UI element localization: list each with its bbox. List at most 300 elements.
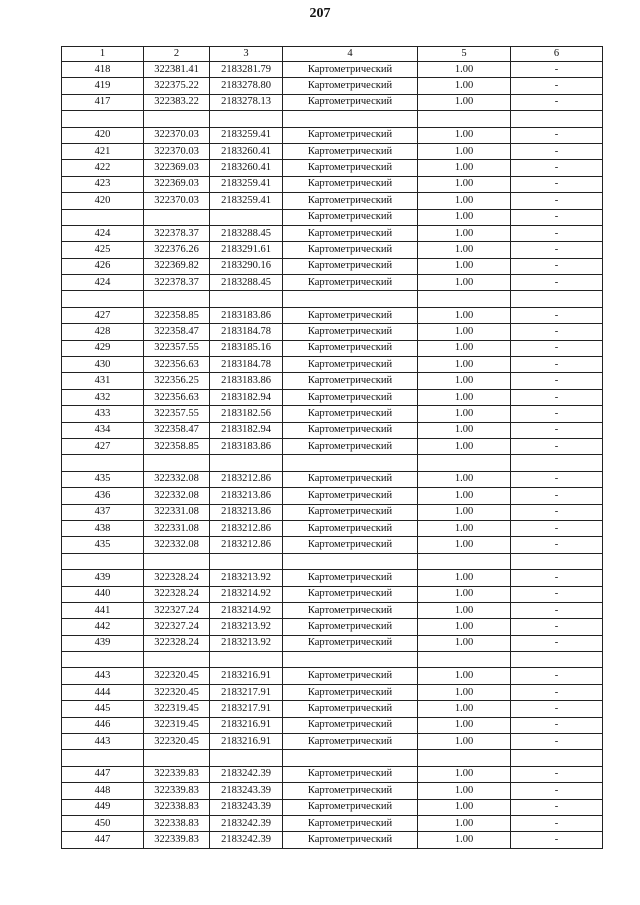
accuracy-cell: 1.00 [418,471,511,487]
y-coordinate-cell: 2183183.86 [210,438,283,454]
y-coordinate-cell: 2183259.41 [210,176,283,192]
table-row [62,537,603,553]
description-cell: - [511,520,603,536]
description-cell: - [511,471,603,487]
coordinates-table [61,46,603,849]
description-cell: - [511,635,603,651]
point-number-cell: 425 [62,242,144,258]
x-coordinate-cell: 322320.45 [144,734,210,750]
coordinates-table-body [62,47,603,849]
table-row [62,586,603,602]
method-cell: Картометрический [283,766,418,782]
x-coordinate-cell: 322370.03 [144,193,210,209]
y-coordinate-cell [210,652,283,668]
point-number-cell: 435 [62,471,144,487]
table-row [62,357,603,373]
accuracy-cell: 1.00 [418,783,511,799]
method-cell [283,652,418,668]
method-cell: Картометрический [283,701,418,717]
table-row [62,570,603,586]
point-number-cell: 418 [62,62,144,78]
accuracy-cell: 1.00 [418,307,511,323]
accuracy-cell: 1.00 [418,799,511,815]
x-coordinate-cell: 322369.03 [144,160,210,176]
description-cell: - [511,438,603,454]
method-cell: Картометрический [283,717,418,733]
accuracy-cell: 1.00 [418,324,511,340]
method-cell: Картометрический [283,570,418,586]
y-coordinate-cell: 2183213.92 [210,570,283,586]
y-coordinate-cell [210,111,283,127]
description-cell: - [511,504,603,520]
point-number-cell [62,209,144,225]
y-coordinate-cell: 2183243.39 [210,799,283,815]
method-cell [283,111,418,127]
description-cell: - [511,225,603,241]
table-row [62,406,603,422]
method-cell: Картометрический [283,340,418,356]
description-cell [511,111,603,127]
description-cell: - [511,570,603,586]
accuracy-cell: 1.00 [418,422,511,438]
x-coordinate-cell: 322331.08 [144,520,210,536]
table-row [62,111,603,127]
x-coordinate-cell: 322332.08 [144,537,210,553]
x-coordinate-cell: 322358.47 [144,422,210,438]
accuracy-cell: 1.00 [418,619,511,635]
method-cell [283,750,418,766]
y-coordinate-cell: 2183216.91 [210,668,283,684]
accuracy-cell: 1.00 [418,504,511,520]
header-cell: 6 [511,47,603,62]
description-cell: - [511,799,603,815]
y-coordinate-cell: 2183216.91 [210,734,283,750]
accuracy-cell [418,111,511,127]
x-coordinate-cell: 322332.08 [144,488,210,504]
description-cell: - [511,160,603,176]
y-coordinate-cell: 2183182.94 [210,422,283,438]
accuracy-cell: 1.00 [418,242,511,258]
point-number-cell: 446 [62,717,144,733]
accuracy-cell: 1.00 [418,488,511,504]
point-number-cell: 424 [62,275,144,291]
point-number-cell: 439 [62,635,144,651]
x-coordinate-cell: 322358.47 [144,324,210,340]
method-cell: Картометрический [283,160,418,176]
description-cell: - [511,258,603,274]
x-coordinate-cell: 322357.55 [144,340,210,356]
method-cell: Картометрический [283,242,418,258]
description-cell [511,455,603,471]
description-cell: - [511,193,603,209]
description-cell: - [511,602,603,618]
x-coordinate-cell [144,291,210,307]
y-coordinate-cell: 2183184.78 [210,324,283,340]
point-number-cell: 423 [62,176,144,192]
table-row [62,488,603,504]
y-coordinate-cell: 2183217.91 [210,684,283,700]
table-row [62,209,603,225]
accuracy-cell: 1.00 [418,701,511,717]
table-row [62,766,603,782]
y-coordinate-cell: 2183216.91 [210,717,283,733]
table-row [62,127,603,143]
x-coordinate-cell: 322358.85 [144,307,210,323]
method-cell: Картометрический [283,143,418,159]
y-coordinate-cell: 2183182.94 [210,389,283,405]
y-coordinate-cell: 2183242.39 [210,815,283,831]
table-row [62,422,603,438]
table-row [62,750,603,766]
x-coordinate-cell: 322370.03 [144,127,210,143]
y-coordinate-cell: 2183185.16 [210,340,283,356]
table-row [62,225,603,241]
method-cell: Картометрический [283,619,418,635]
table-row [62,242,603,258]
y-coordinate-cell: 2183278.80 [210,78,283,94]
method-cell: Картометрический [283,225,418,241]
x-coordinate-cell: 322370.03 [144,143,210,159]
table-row [62,258,603,274]
x-coordinate-cell: 322381.41 [144,62,210,78]
accuracy-cell: 1.00 [418,340,511,356]
description-cell: - [511,783,603,799]
point-number-cell: 431 [62,373,144,389]
accuracy-cell: 1.00 [418,684,511,700]
point-number-cell: 439 [62,570,144,586]
y-coordinate-cell: 2183259.41 [210,127,283,143]
table-row [62,160,603,176]
description-cell: - [511,537,603,553]
accuracy-cell: 1.00 [418,275,511,291]
description-cell: - [511,307,603,323]
x-coordinate-cell: 322339.83 [144,832,210,848]
accuracy-cell: 1.00 [418,143,511,159]
table-row [62,783,603,799]
x-coordinate-cell [144,750,210,766]
method-cell: Картометрический [283,62,418,78]
description-cell: - [511,62,603,78]
description-cell: - [511,619,603,635]
y-coordinate-cell: 2183184.78 [210,357,283,373]
accuracy-cell [418,553,511,569]
method-cell: Картометрический [283,357,418,373]
point-number-cell: 420 [62,193,144,209]
method-cell: Картометрический [283,258,418,274]
method-cell [283,553,418,569]
table-row [62,94,603,110]
point-number-cell: 443 [62,668,144,684]
x-coordinate-cell: 322339.83 [144,766,210,782]
accuracy-cell: 1.00 [418,225,511,241]
method-cell: Картометрический [283,684,418,700]
y-coordinate-cell: 2183183.86 [210,373,283,389]
x-coordinate-cell: 322331.08 [144,504,210,520]
accuracy-cell: 1.00 [418,160,511,176]
x-coordinate-cell: 322328.24 [144,635,210,651]
y-coordinate-cell: 2183217.91 [210,701,283,717]
accuracy-cell: 1.00 [418,406,511,422]
x-coordinate-cell: 322328.24 [144,570,210,586]
point-number-cell: 424 [62,225,144,241]
point-number-cell [62,455,144,471]
y-coordinate-cell: 2183242.39 [210,766,283,782]
y-coordinate-cell: 2183182.56 [210,406,283,422]
description-cell: - [511,340,603,356]
x-coordinate-cell: 322358.85 [144,438,210,454]
x-coordinate-cell: 322369.82 [144,258,210,274]
description-cell: - [511,766,603,782]
point-number-cell: 447 [62,832,144,848]
description-cell: - [511,357,603,373]
point-number-cell: 421 [62,143,144,159]
method-cell: Картометрический [283,422,418,438]
method-cell: Картометрический [283,307,418,323]
accuracy-cell: 1.00 [418,635,511,651]
y-coordinate-cell [210,553,283,569]
y-coordinate-cell: 2183214.92 [210,586,283,602]
accuracy-cell: 1.00 [418,94,511,110]
point-number-cell: 436 [62,488,144,504]
y-coordinate-cell: 2183243.39 [210,783,283,799]
method-cell: Картометрический [283,324,418,340]
table-row [62,373,603,389]
table-header-row [62,47,603,62]
accuracy-cell: 1.00 [418,815,511,831]
method-cell: Картометрический [283,832,418,848]
table-row [62,193,603,209]
table-row [62,701,603,717]
accuracy-cell: 1.00 [418,193,511,209]
table-row [62,275,603,291]
point-number-cell: 447 [62,766,144,782]
point-number-cell: 419 [62,78,144,94]
method-cell: Картометрический [283,94,418,110]
point-number-cell: 417 [62,94,144,110]
point-number-cell: 450 [62,815,144,831]
accuracy-cell: 1.00 [418,668,511,684]
header-cell: 4 [283,47,418,62]
y-coordinate-cell: 2183288.45 [210,225,283,241]
point-number-cell [62,553,144,569]
point-number-cell: 449 [62,799,144,815]
method-cell: Картометрический [283,127,418,143]
x-coordinate-cell: 322357.55 [144,406,210,422]
y-coordinate-cell: 2183291.61 [210,242,283,258]
description-cell: - [511,143,603,159]
y-coordinate-cell [210,291,283,307]
table-row [62,684,603,700]
y-coordinate-cell: 2183260.41 [210,143,283,159]
accuracy-cell: 1.00 [418,766,511,782]
x-coordinate-cell: 322369.03 [144,176,210,192]
y-coordinate-cell: 2183183.86 [210,307,283,323]
method-cell: Картометрический [283,799,418,815]
description-cell: - [511,832,603,848]
accuracy-cell: 1.00 [418,520,511,536]
point-number-cell: 440 [62,586,144,602]
point-number-cell [62,111,144,127]
description-cell: - [511,734,603,750]
x-coordinate-cell: 322356.25 [144,373,210,389]
table-row [62,815,603,831]
page-number: 207 [309,6,331,21]
table-row [62,553,603,569]
method-cell: Картометрический [283,176,418,192]
description-cell: - [511,684,603,700]
accuracy-cell: 1.00 [418,389,511,405]
y-coordinate-cell: 2183281.79 [210,62,283,78]
point-number-cell: 427 [62,307,144,323]
point-number-cell [62,652,144,668]
y-coordinate-cell: 2183214.92 [210,602,283,618]
point-number-cell: 422 [62,160,144,176]
y-coordinate-cell: 2183213.86 [210,488,283,504]
method-cell: Картометрический [283,275,418,291]
accuracy-cell: 1.00 [418,62,511,78]
header-cell: 5 [418,47,511,62]
header-cell: 2 [144,47,210,62]
accuracy-cell: 1.00 [418,734,511,750]
y-coordinate-cell: 2183213.92 [210,635,283,651]
x-coordinate-cell [144,455,210,471]
header-cell: 3 [210,47,283,62]
table-row [62,734,603,750]
description-cell: - [511,324,603,340]
y-coordinate-cell: 2183212.86 [210,520,283,536]
accuracy-cell: 1.00 [418,78,511,94]
accuracy-cell: 1.00 [418,537,511,553]
table-row [62,455,603,471]
table-row [62,340,603,356]
method-cell [283,291,418,307]
x-coordinate-cell: 322338.83 [144,799,210,815]
y-coordinate-cell [210,750,283,766]
table-row [62,619,603,635]
point-number-cell: 429 [62,340,144,356]
table-row [62,324,603,340]
x-coordinate-cell: 322338.83 [144,815,210,831]
x-coordinate-cell: 322378.37 [144,225,210,241]
accuracy-cell: 1.00 [418,586,511,602]
point-number-cell: 434 [62,422,144,438]
point-number-cell: 430 [62,357,144,373]
description-cell: - [511,668,603,684]
table-row [62,668,603,684]
x-coordinate-cell: 322328.24 [144,586,210,602]
point-number-cell: 442 [62,619,144,635]
description-cell: - [511,127,603,143]
table-row [62,176,603,192]
point-number-cell [62,750,144,766]
description-cell: - [511,815,603,831]
point-number-cell: 438 [62,520,144,536]
point-number-cell: 444 [62,684,144,700]
description-cell: - [511,209,603,225]
method-cell: Картометрический [283,389,418,405]
table-row [62,799,603,815]
x-coordinate-cell: 322319.45 [144,701,210,717]
method-cell: Картометрический [283,406,418,422]
table-row [62,635,603,651]
table-row [62,717,603,733]
x-coordinate-cell: 322327.24 [144,619,210,635]
x-coordinate-cell: 322319.45 [144,717,210,733]
accuracy-cell: 1.00 [418,258,511,274]
description-cell: - [511,389,603,405]
description-cell: - [511,373,603,389]
point-number-cell: 443 [62,734,144,750]
table-row [62,520,603,536]
method-cell [283,455,418,471]
y-coordinate-cell [210,455,283,471]
description-cell: - [511,176,603,192]
x-coordinate-cell: 322320.45 [144,668,210,684]
accuracy-cell: 1.00 [418,570,511,586]
point-number-cell: 437 [62,504,144,520]
table-row [62,143,603,159]
method-cell: Картометрический [283,438,418,454]
accuracy-cell: 1.00 [418,717,511,733]
table-row [62,602,603,618]
method-cell: Картометрический [283,783,418,799]
point-number-cell: 432 [62,389,144,405]
accuracy-cell: 1.00 [418,209,511,225]
point-number-cell: 427 [62,438,144,454]
method-cell: Картометрический [283,373,418,389]
y-coordinate-cell: 2183213.92 [210,619,283,635]
method-cell: Картометрический [283,635,418,651]
description-cell [511,750,603,766]
y-coordinate-cell: 2183242.39 [210,832,283,848]
point-number-cell: 445 [62,701,144,717]
table-row [62,652,603,668]
description-cell: - [511,275,603,291]
point-number-cell: 420 [62,127,144,143]
description-cell: - [511,586,603,602]
method-cell: Картометрический [283,815,418,831]
method-cell: Картометрический [283,734,418,750]
y-coordinate-cell: 2183212.86 [210,537,283,553]
accuracy-cell [418,291,511,307]
method-cell: Картометрический [283,586,418,602]
method-cell: Картометрический [283,668,418,684]
y-coordinate-cell: 2183259.41 [210,193,283,209]
description-cell [511,553,603,569]
point-number-cell: 435 [62,537,144,553]
x-coordinate-cell: 322375.22 [144,78,210,94]
method-cell: Картометрический [283,209,418,225]
method-cell: Картометрический [283,602,418,618]
description-cell [511,652,603,668]
table-row [62,78,603,94]
point-number-cell: 441 [62,602,144,618]
method-cell: Картометрический [283,78,418,94]
x-coordinate-cell: 322320.45 [144,684,210,700]
y-coordinate-cell [210,209,283,225]
x-coordinate-cell: 322339.83 [144,783,210,799]
accuracy-cell: 1.00 [418,602,511,618]
table-row [62,389,603,405]
table-row [62,832,603,848]
x-coordinate-cell [144,652,210,668]
y-coordinate-cell: 2183288.45 [210,275,283,291]
method-cell: Картометрический [283,504,418,520]
y-coordinate-cell: 2183213.86 [210,504,283,520]
table-row [62,307,603,323]
description-cell: - [511,242,603,258]
point-number-cell: 448 [62,783,144,799]
